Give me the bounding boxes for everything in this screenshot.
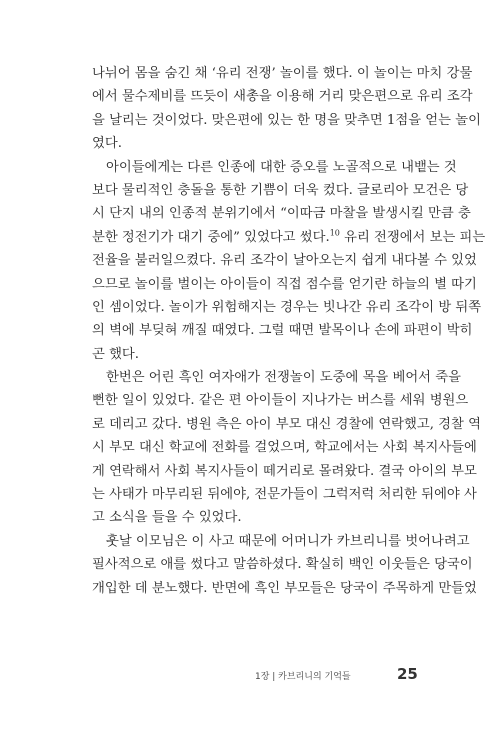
footnote-reference: 10 xyxy=(329,228,340,238)
body-text xyxy=(92,62,486,600)
text-line: 게 연락해서 사회 복지사들이 떼거리로 몰려왔다. 결국 아이의 부모 xyxy=(92,463,477,479)
text-line: 로 데리고 갔다. 병원 측은 아이 부모 대신 경찰에 연락했고, 경찰 역 xyxy=(92,416,481,432)
text-line: 아이들에게는 다른 인종에 대한 증오를 노골적으로 내뱉는 것 xyxy=(106,159,457,175)
text-line: 을 날리는 것이었다. 맞은편에 있는 한 명을 맞추면 1점을 얻는 놀이 xyxy=(92,112,481,128)
text-line: 곤 했다. xyxy=(92,346,139,362)
text-line: 으므로 놀이를 벌이는 아이들이 직접 점수를 얻기란 하늘의 별 따기 xyxy=(92,276,477,292)
text-line: 보다 물리적인 충돌을 통한 기쁨이 더욱 컸다. 글로리아 모건은 당 xyxy=(92,182,469,198)
text-segment: 분한 정전기가 대기 중에” 있었다고 썼다. xyxy=(92,229,330,245)
text-line: 는 사태가 마무리된 뒤에야, 전문가들이 그럭저럭 처리한 뒤에야 사 xyxy=(92,487,477,503)
paragraph xyxy=(92,366,481,530)
text-line: 인 셈이었다. 놀이가 위험해지는 경우는 빗나간 유리 조각이 방 뒤쪽 xyxy=(92,299,482,315)
text-line-with-footnote xyxy=(92,226,486,249)
text-line: 시 부모 대신 학교에 전화를 걸었으며, 학교에서는 사회 복지사들에 xyxy=(92,440,477,456)
text-line: 나뉘어 몸을 숨긴 채 ‘유리 전쟁’ 놀이를 했다. 이 놀이는 마치 강물 xyxy=(92,66,473,81)
paragraph xyxy=(92,530,477,600)
text-line: 시 단지 내의 인종적 분위기에서 “이따금 마찰을 발생시킬 만큼 충 xyxy=(92,206,471,222)
text-line: 훗날 이모님은 이 사고 때문에 어머니가 카브리니를 벗어나려고 xyxy=(106,533,470,549)
text-line: 고 소식을 들을 수 있었다. xyxy=(92,510,242,526)
text-line: 개입한 데 분노했다. 반면에 흑인 부모들은 당국이 주목하게 만들었 xyxy=(92,580,477,596)
page-footer xyxy=(0,667,500,687)
page-number: 25 xyxy=(397,665,418,683)
paragraph xyxy=(92,62,481,156)
text-line: 에서 물수제비를 뜨듯이 새총을 이용해 거리 맞은편으로 유리 조각 xyxy=(92,89,473,105)
paragraph xyxy=(92,156,486,367)
text-line: 뻔한 일이 있었다. 같은 편 아이들이 지나가는 버스를 세워 병원으 xyxy=(92,393,469,409)
text-line: 한번은 어린 흑인 여자애가 전쟁놀이 도중에 목을 베어서 죽을 xyxy=(106,370,461,386)
running-head: 1장 | 카브리니의 기억들 xyxy=(255,672,351,682)
text-line: 전율을 불러일으켰다. 유리 조각이 날아오는지 쉽게 내다볼 수 있었 xyxy=(92,253,477,269)
text-line: 의 벽에 부딪혀 깨질 때였다. 그럴 때면 발목이나 손에 파편이 박히 xyxy=(92,323,473,339)
text-line: 였다. xyxy=(92,136,122,152)
text-line: 필사적으로 애를 썼다고 말씀하셨다. 확실히 백인 이웃들은 당국이 xyxy=(92,557,473,573)
text-segment: 유리 전쟁에서 보는 피는 xyxy=(339,229,486,245)
